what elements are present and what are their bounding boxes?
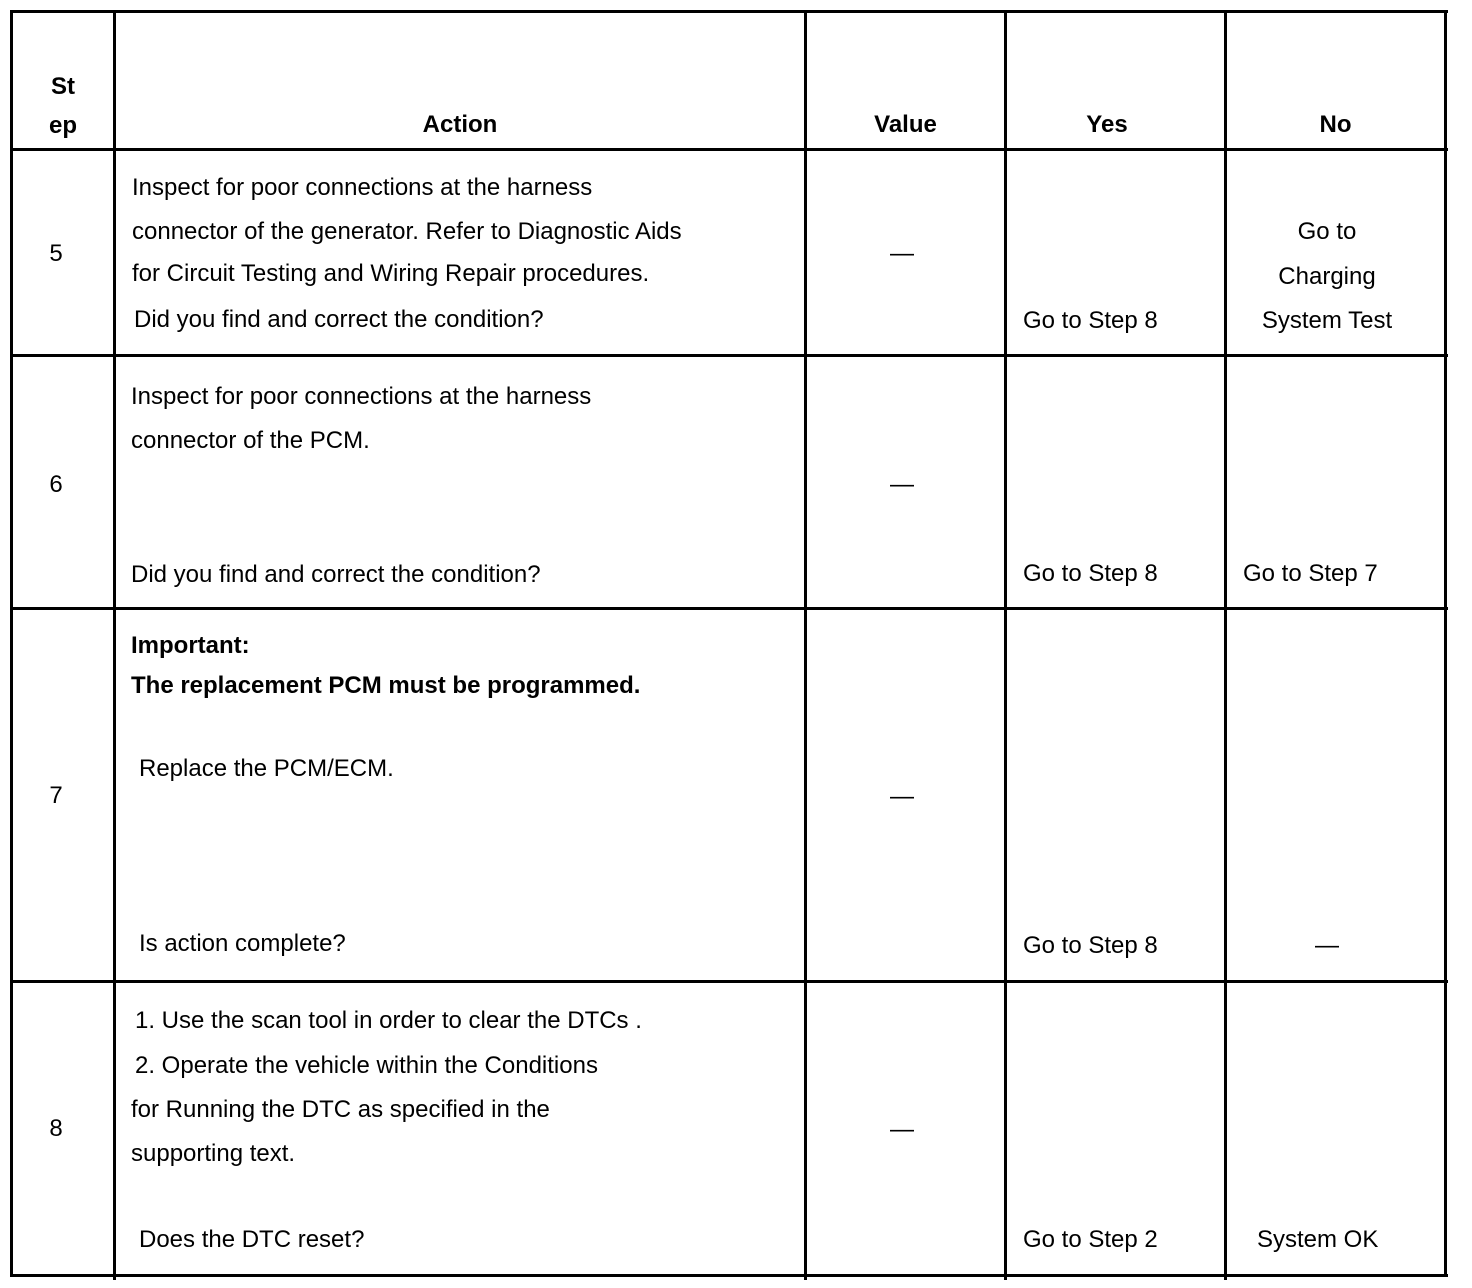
action-question: Did you find and correct the condition?	[131, 561, 541, 588]
no-result-line: Charging	[1278, 263, 1376, 290]
value-dash: —	[890, 1116, 914, 1143]
step-number: 5	[49, 240, 63, 267]
col-divider-yes-no	[1224, 10, 1227, 1280]
table-border-top	[10, 10, 1448, 13]
value-dash: —	[890, 471, 914, 498]
step-number: 8	[49, 1115, 63, 1142]
row-divider-6-7	[10, 607, 1448, 610]
action-line: Replace the PCM/ECM.	[139, 755, 394, 782]
no-result-line: System Test	[1261, 307, 1393, 334]
step-number: 6	[49, 471, 63, 498]
header-divider	[10, 148, 1448, 151]
table-border-right	[1444, 10, 1447, 1277]
col-divider-action-value	[804, 10, 807, 1280]
action-list-item: 2. Operate the vehicle within the Conditions	[135, 1052, 598, 1079]
action-question: Does the DTC reset?	[139, 1226, 365, 1253]
yes-result: Go to Step 8	[1023, 307, 1158, 334]
no-result-line: Go to	[1297, 218, 1357, 245]
header-step-line2: ep	[48, 112, 77, 139]
header-step-line1: St	[51, 73, 75, 100]
row-divider-7-8	[10, 980, 1448, 983]
no-result-dash: —	[1315, 932, 1339, 959]
header-value: Value	[874, 111, 937, 138]
action-line: connector of the PCM.	[131, 427, 370, 454]
action-line: connector of the generator. Refer to Diagnostic Aids	[132, 218, 682, 245]
col-divider-step-action	[113, 10, 116, 1280]
yes-result: Go to Step 8	[1023, 560, 1158, 587]
header-yes: Yes	[1086, 111, 1128, 138]
yes-result: Go to Step 2	[1023, 1226, 1158, 1253]
action-question: Is action complete?	[139, 930, 346, 957]
action-question: Did you find and correct the condition?	[134, 306, 544, 333]
step-number: 7	[49, 782, 63, 809]
no-result: Go to Step 7	[1243, 560, 1378, 587]
action-line: for Circuit Testing and Wiring Repair procedures.	[132, 260, 650, 287]
important-text: The replacement PCM must be programmed.	[131, 672, 641, 699]
row-divider-5-6	[10, 354, 1448, 357]
table-border-left	[10, 10, 13, 1277]
action-list-item: 1. Use the scan tool in order to clear the DTCs .	[135, 1007, 642, 1034]
table-border-bottom	[10, 1274, 1448, 1277]
action-line: supporting text.	[131, 1140, 296, 1167]
value-dash: —	[890, 783, 914, 810]
action-line: Inspect for poor connections at the harness	[132, 174, 593, 201]
col-divider-value-yes	[1004, 10, 1007, 1280]
yes-result: Go to Step 8	[1023, 932, 1158, 959]
action-line: Inspect for poor connections at the harness	[131, 383, 592, 410]
header-action: Action	[422, 111, 498, 138]
no-result: System OK	[1257, 1226, 1379, 1253]
action-line: for Running the DTC as specified in the	[131, 1096, 550, 1123]
important-label: Important:	[131, 632, 250, 659]
value-dash: —	[890, 240, 914, 267]
header-no: No	[1319, 111, 1352, 138]
